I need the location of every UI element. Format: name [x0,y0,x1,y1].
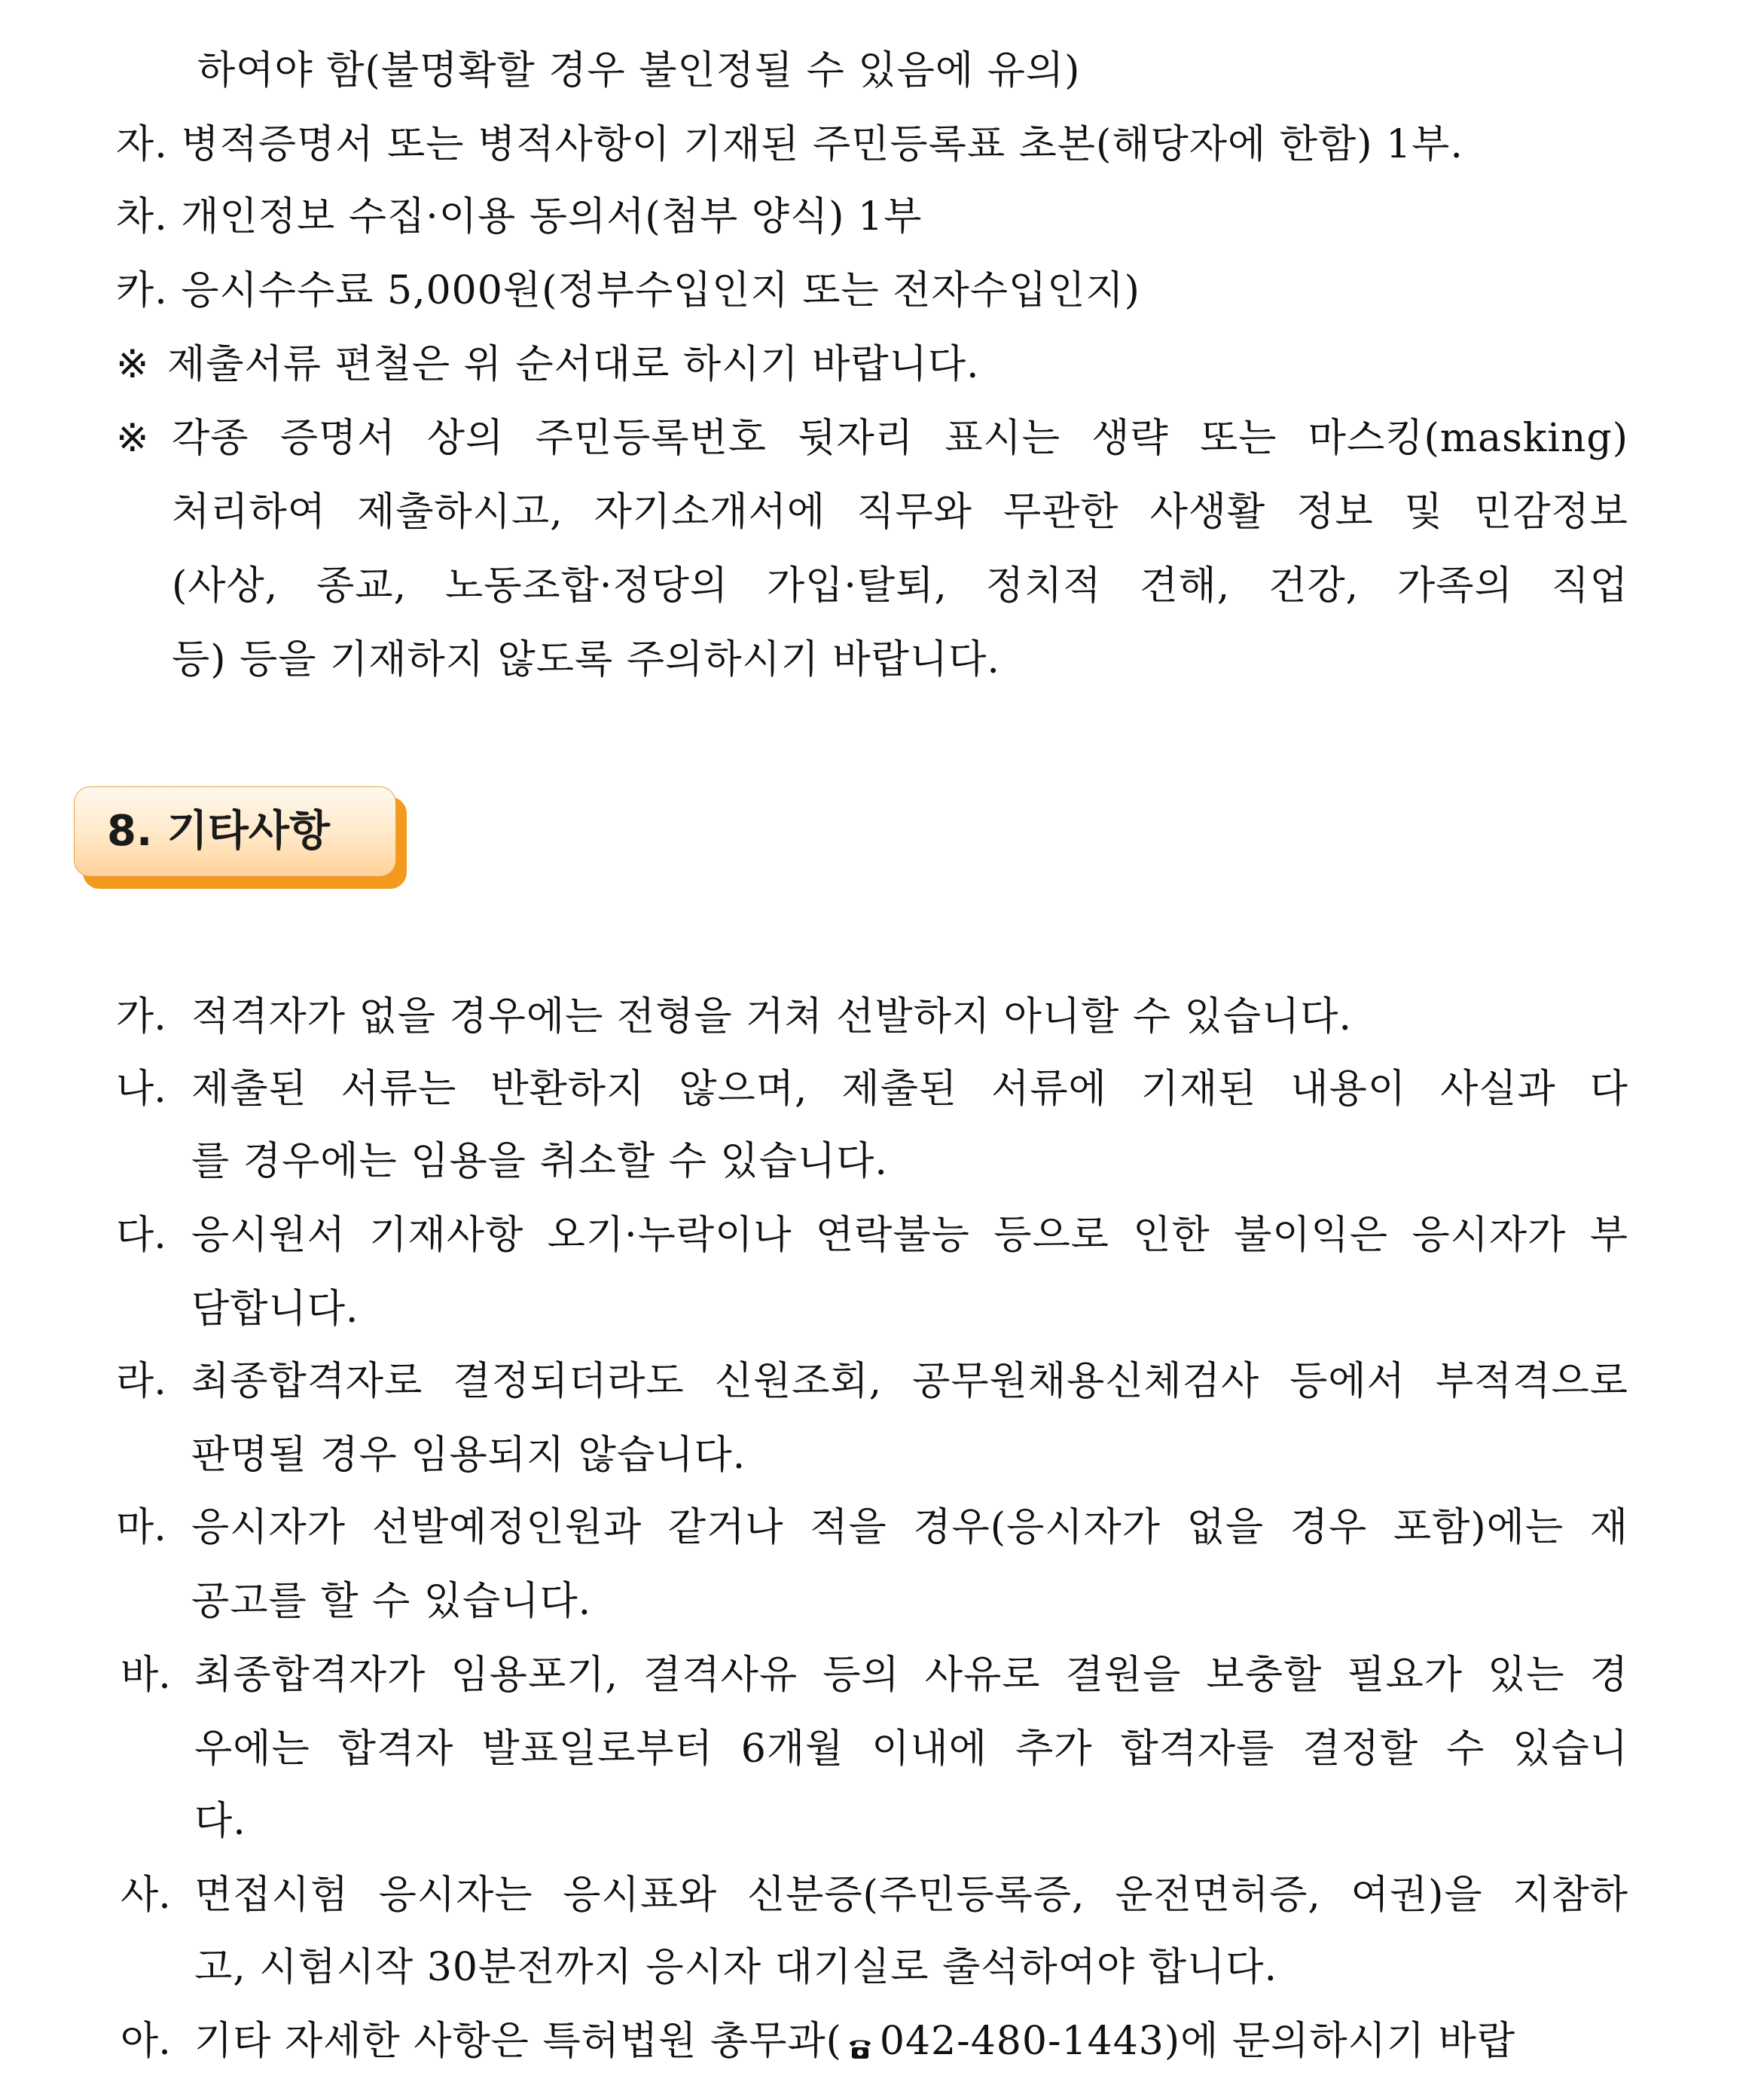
contact-text-after: )에 문의하시기 바랍 [1164,2019,1516,2064]
item-line: 제출된 서류는 반환하지 않으며, 제출된 서류에 기재된 내용이 사실과 다 [191,1067,1628,1112]
item-line: 최종합격자로 결정되더라도 신원조회, 공무원채용신체검사 등에서 부적격으로 [191,1359,1628,1404]
note-text: 제출서류 편철은 위 순서대로 하시기 바랍니다. [167,342,980,387]
item-label: 마. [116,1505,166,1550]
item-line: 담합니다. [191,1287,359,1332]
item-label: 바. [121,1653,171,1698]
item-line: 최종합격자가 임용포기, 결격사유 등의 사유로 결원을 보충할 필요가 있는 경 [194,1653,1628,1698]
item-label: 아. [121,2019,171,2064]
item-line: 판명될 경우 임용되지 않습니다. [191,1433,746,1478]
list-item-cha: 차. 개인정보 수집·이용 동의서(첨부 양식) 1부 [116,194,923,240]
item-line: 응시원서 기재사항 오기·누락이나 연락불능 등으로 인한 불이익은 응시자가 부 [191,1213,1628,1258]
item-line: 를 경우에는 임용을 취소할 수 있습니다. [191,1139,888,1184]
item-line: 우에는 합격자 발표일로부터 6개월 이내에 추가 합격자를 결정할 수 있습니 [194,1726,1628,1772]
note-line: 등) 등을 기재하지 않도록 주의하시기 바랍니다. [172,637,1000,682]
item-line: 면접시험 응시자는 응시표와 신분증(주민등록증, 운전면허증, 여권)을 지참하 [194,1873,1628,1918]
note-line: 각종 증명서 상의 주민등록번호 뒷자리 표시는 생략 또는 마스킹(masking) [172,416,1628,461]
phone-icon [845,2026,875,2056]
note-line: (사상, 종교, 노동조합·정당의 가입·탈퇴, 정치적 견해, 건강, 가족의 직업 [172,563,1628,609]
continued-line: 하여야 함(불명확할 경우 불인정될 수 있음에 유의) [197,48,1081,93]
item-label: 라. [116,1359,166,1404]
item-line: 적격자가 없을 경우에는 전형을 거쳐 선발하지 아니할 수 있습니다. [191,994,1353,1039]
item-line: 고, 시험시작 30분전까지 응시자 대기실로 출석하여야 합니다. [194,1945,1277,1990]
item-line: 응시자가 선발예정인원과 같거나 적을 경우(응시자가 없을 경우 포함)에는 재 [191,1505,1628,1550]
phone-number: 042-480-1443 [879,2019,1164,2064]
section-heading-box [74,786,398,878]
list-item-ka: 카. 응시수수료 5,000원(정부수입인지 또는 전자수입인지) [116,268,1140,313]
note-mark: ※ [116,416,149,461]
section-heading: 8. 기타사항 [107,807,331,856]
item-label: 가. [116,994,166,1039]
item-line: 공고를 할 수 있습니다. [191,1579,592,1624]
item-line: 다. [194,1799,246,1844]
item-label: 사. [121,1873,171,1918]
item-label: 나. [116,1067,166,1112]
note-line: 처리하여 제출하시고, 자기소개서에 직무와 무관한 사생활 정보 및 민감정보 [172,490,1628,535]
item-label: 다. [116,1213,166,1258]
list-item-ja: 자. 병적증명서 또는 병적사항이 기재된 주민등록표 초본(해당자에 한함) 1부. [116,122,1463,167]
contact-text-before: 기타 자세한 사항은 특허법원 총무과( [194,2019,842,2064]
contact-prefix [194,2017,1515,2065]
item-line-contact [194,2017,1628,2065]
note-mark: ※ [116,342,149,387]
